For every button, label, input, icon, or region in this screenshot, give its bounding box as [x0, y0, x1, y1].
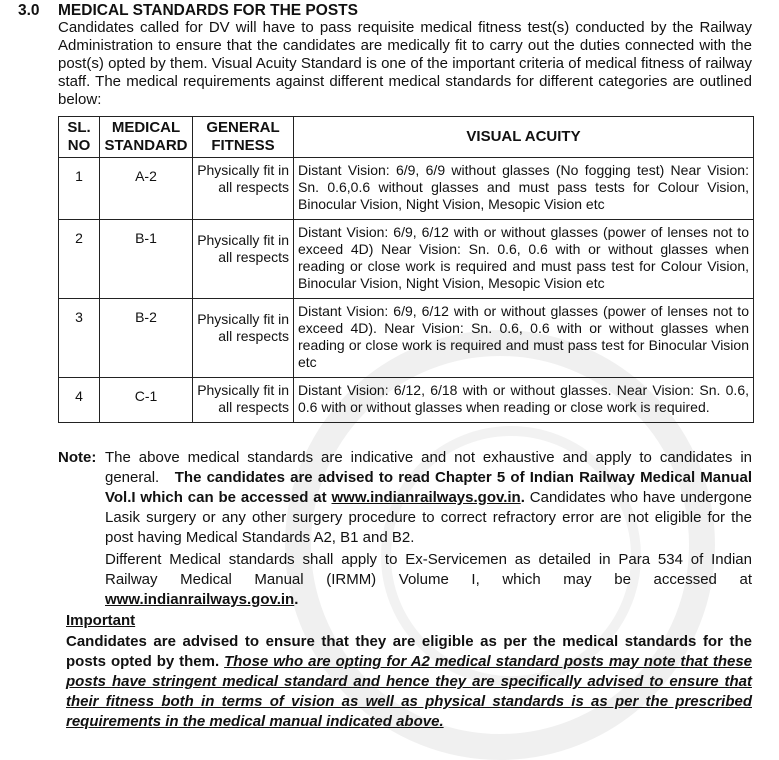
table-header-row — [59, 117, 754, 158]
important-paragraph: Candidates are advised to ensure that they are eligible as per the medical standards for the posts opted by them. Those who are opting for A2 medical standard posts may note that these posts have stringent medical standard and hence they are specifically advised to ensure that their fitness both in terms of vision as well as physical standards is as per the prescribed requirements in the medical manual indicated above. — [66, 633, 753, 730]
note-text-end: Candidates who have undergone Lasik surgery or any other surgery procedure to correct refractory error are not eligible for the post having Medical Standards A2, B1 and B2. — [105, 489, 753, 546]
cell-sl: 2 — [59, 220, 100, 299]
section-number: 3.0 — [18, 2, 40, 19]
cell-sl: 3 — [59, 299, 100, 378]
cell-sl: 1 — [59, 158, 100, 220]
indianrailways-link-2[interactable]: www.indianrailways.gov.in — [105, 591, 295, 608]
important-text: Candidates are advised to ensure that they are eligible as per the medical standards for the posts opted by them. — [66, 633, 752, 670]
cell-standard: A-2 — [100, 158, 193, 220]
cell-general-fitness: Physically fit in all respects — [193, 378, 294, 423]
note-bold-text: The candidates are advised to read Chapter 5 of Indian Railway Medical Manual Vol.I which can be accessed at — [105, 469, 752, 506]
indianrailways-link[interactable]: www.indianrailways.gov.in — [331, 489, 521, 506]
table-row — [59, 299, 754, 378]
note-block — [58, 448, 752, 610]
important-emphasis: Those who are opting for A2 medical standard posts may note that these posts have stringent medical standard and hence they are specifically advised to ensure that their fitness both in terms of vision as well as physical standards is as per the prescribed requirements in the medical manual indicated above — [66, 653, 753, 730]
cell-visual-acuity: Distant Vision: 6/12, 6/18 with or without glasses. Near Vision: Sn. 0.6, 0.6 with or without glasses when reading or close work is required. — [294, 378, 754, 423]
section-title: MEDICAL STANDARDS FOR THE POSTS — [58, 2, 358, 19]
header-medical-standard: MEDICAL STANDARD — [100, 117, 193, 158]
note-paragraph-2: Different Medical standards shall apply to Ex-Servicemen as detailed in Para 534 of Indian Railway Medical Manual (IRMM) Volume I, which may be accessed at www.indianrailways.gov.in. — [105, 551, 752, 608]
note-text-start: The above medical standards are indicative and not exhaustive and apply to candidates in general. — [105, 449, 752, 486]
section-heading — [18, 2, 358, 20]
cell-visual-acuity: Distant Vision: 6/9, 6/12 with or without glasses (power of lenses not to exceed 4D) Near Vision: Sn. 0.6, 0.6 with or without glasses when reading or close work is required and must pass test for Colour Vision, Binocular Vision, Night Vision, Mesopic Vision etc — [294, 220, 754, 299]
cell-standard: B-2 — [100, 299, 193, 378]
table-row — [59, 378, 754, 423]
note-paragraph-1: The above medical standards are indicative and not exhaustive and apply to candidates in general. The candidates are advised to read Chapter 5 of Indian Railway Medical Manual Vol.I which can be accessed at www.indianrailways.gov.in. Candidates who have undergone Lasik surgery or any other surgery procedure to correct refractory error are not eligible for the post having Medical Standards A2, B1 and B2. — [105, 449, 753, 546]
table-row — [59, 220, 754, 299]
cell-standard: B-1 — [100, 220, 193, 299]
cell-general-fitness: Physically fit in all respects — [193, 158, 294, 220]
cell-standard: C-1 — [100, 378, 193, 423]
cell-visual-acuity: Distant Vision: 6/9, 6/9 without glasses (No fogging test) Near Vision: Sn. 0.6,0.6 without glasses and must pass tests for Colour Vision, Binocular Vision, Night Vision, Mesopic Vision etc — [294, 158, 754, 220]
header-sl-no: SL. NO — [59, 117, 100, 158]
header-general-fitness: GENERAL FITNESS — [193, 117, 294, 158]
note-label: Note: — [58, 449, 97, 466]
cell-sl: 4 — [59, 378, 100, 423]
cell-general-fitness: Physically fit in all respects — [193, 299, 294, 378]
intro-paragraph: Candidates called for DV will have to pass requisite medical fitness test(s) conducted by the Railway Administration to ensure that the candidates are medically fit to carry out the duties connected with the post(s) opted by them. Visual Acuity Standard is one of the important criteria of medical fitness of railway staff. The medical requirements against different medical standards for different categories are outlined below: — [58, 19, 752, 108]
note-p2-text: Different Medical standards shall apply to Ex-Servicemen as detailed in Para 534 of Indian Railway Medical Manual (IRMM) Volume I, which may be accessed at — [105, 551, 752, 588]
header-visual-acuity: VISUAL ACUITY — [294, 117, 754, 158]
table-row — [59, 158, 754, 220]
important-heading: Important — [66, 612, 136, 629]
medical-standards-table — [58, 116, 754, 423]
cell-general-fitness: Physically fit in all respects — [193, 220, 294, 299]
cell-visual-acuity: Distant Vision: 6/9, 6/12 with or without glasses (power of lenses not to exceed 4D). Near Vision: Sn. 0.6, 0.6 with or without glasses when reading or close work is required and must pass test for Binocular Vision etc — [294, 299, 754, 378]
